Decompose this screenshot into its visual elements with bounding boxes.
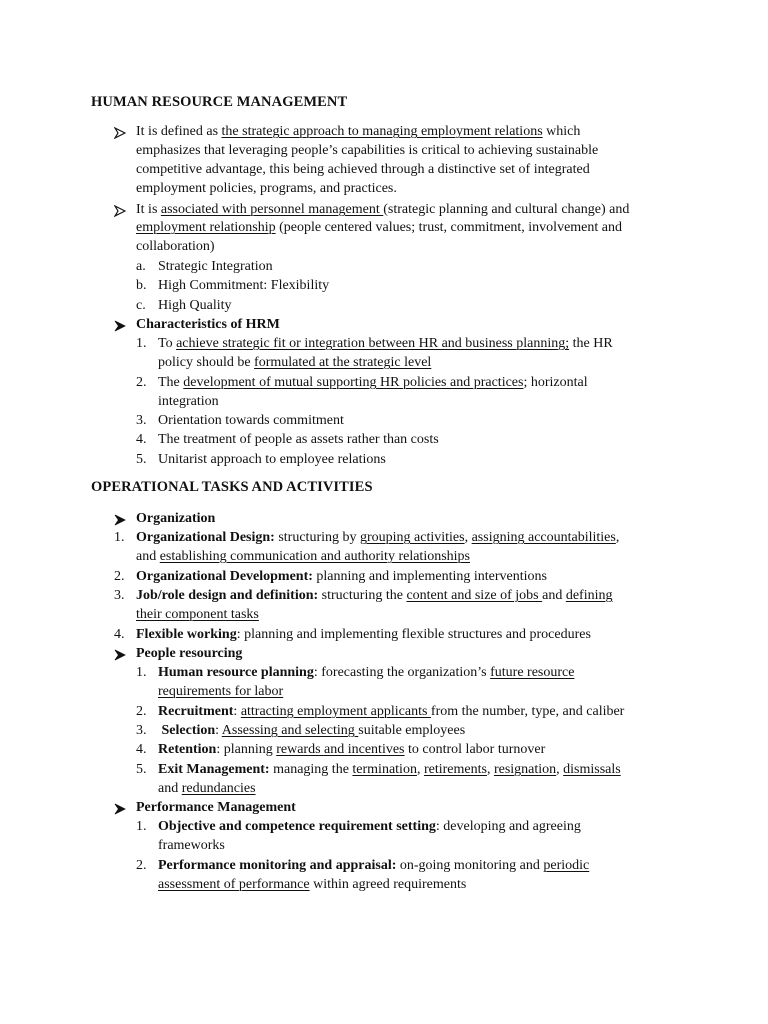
list-item: The treatment of people as assets rather than costs bbox=[158, 432, 439, 447]
list-item: Performance monitoring and appraisal: on-going monitoring and periodic bbox=[158, 858, 590, 873]
list-item: Organizational Design: structuring by grouping activities, assigning accountabilities, bbox=[136, 530, 620, 545]
list-item-cont: requirements for labor bbox=[158, 684, 284, 699]
heading-hrm: HUMAN RESOURCE MANAGEMENT bbox=[91, 94, 348, 110]
characteristics-title: Characteristics of HRM bbox=[136, 317, 280, 332]
list-marker: a. bbox=[136, 259, 146, 274]
list-item: Recruitment: attracting employment applicants from the number, type, and caliber bbox=[158, 704, 625, 719]
list-marker: 1. bbox=[136, 819, 147, 834]
definition-line-2: emphasizes that leveraging people’s capabilities is critical to achieving sustainable bbox=[136, 143, 599, 158]
list-item-cont: and redundancies bbox=[158, 781, 256, 796]
organization-title: Organization bbox=[136, 511, 216, 526]
list-item: Strategic Integration bbox=[158, 259, 273, 274]
arrow-bullet-icon bbox=[114, 514, 126, 526]
list-item: High Quality bbox=[158, 298, 232, 313]
list-item: To achieve strategic fit or integration between HR and business planning; the HR bbox=[158, 336, 613, 351]
list-marker: 4. bbox=[136, 432, 147, 447]
list-item: Objective and competence requirement setting: developing and agreeing bbox=[158, 819, 581, 834]
list-item: The development of mutual supporting HR policies and practices; horizontal bbox=[158, 375, 588, 390]
association-line-2: employment relationship (people centered values; trust, commitment, involvement and bbox=[136, 220, 622, 235]
list-marker: 1. bbox=[114, 530, 125, 545]
list-marker: 2. bbox=[136, 375, 147, 390]
list-item: Job/role design and definition: structuring the content and size of jobs and defining bbox=[136, 588, 613, 603]
heading-operational: OPERATIONAL TASKS AND ACTIVITIES bbox=[91, 479, 373, 495]
list-marker: 3. bbox=[136, 723, 147, 738]
association-line-3: collaboration) bbox=[136, 239, 215, 254]
list-marker: 2. bbox=[136, 704, 147, 719]
list-marker: 5. bbox=[136, 762, 147, 777]
arrow-bullet-icon bbox=[114, 320, 126, 332]
list-item: Exit Management: managing the termination, retirements, resignation, dismissals bbox=[158, 762, 621, 777]
list-marker: c. bbox=[136, 298, 146, 313]
arrow-bullet-icon bbox=[114, 649, 126, 661]
definition-line-4: employment policies, programs, and practices. bbox=[136, 181, 397, 196]
association-line-1: It is associated with personnel management (strategic planning and cultural change) and bbox=[136, 202, 630, 217]
list-item-cont: policy should be formulated at the strategic level bbox=[158, 355, 432, 370]
list-item: Organizational Development: planning and implementing interventions bbox=[136, 569, 547, 584]
list-item-cont: frameworks bbox=[158, 838, 225, 853]
list-marker: 2. bbox=[114, 569, 125, 584]
list-item-cont: integration bbox=[158, 394, 219, 409]
list-marker: 1. bbox=[136, 336, 147, 351]
list-item-cont: their component tasks bbox=[136, 607, 259, 622]
resourcing-title: People resourcing bbox=[136, 646, 243, 661]
list-marker: 5. bbox=[136, 452, 147, 467]
arrow-bullet-icon bbox=[114, 803, 126, 815]
definition-line-1: It is defined as the strategic approach to managing employment relations which bbox=[136, 124, 581, 139]
list-marker: 4. bbox=[136, 742, 147, 757]
list-marker: b. bbox=[136, 278, 147, 293]
list-item: Retention: planning rewards and incentives to control labor turnover bbox=[158, 742, 546, 757]
list-item: High Commitment: Flexibility bbox=[158, 278, 330, 293]
list-item-cont: assessment of performance within agreed requirements bbox=[158, 877, 467, 892]
list-item: Human resource planning: forecasting the organization’s future resource bbox=[158, 665, 575, 680]
definition-line-3: competitive advantage, this being achieved through a distinctive set of integrated bbox=[136, 162, 590, 177]
performance-title: Performance Management bbox=[136, 800, 296, 815]
list-marker: 3. bbox=[136, 413, 147, 428]
list-marker: 1. bbox=[136, 665, 147, 680]
list-item-cont: and establishing communication and authority relationships bbox=[136, 549, 470, 564]
list-marker: 2. bbox=[136, 858, 147, 873]
list-marker: 3. bbox=[114, 588, 125, 603]
list-item: Orientation towards commitment bbox=[158, 413, 344, 428]
list-item: Unitarist approach to employee relations bbox=[158, 452, 386, 467]
list-marker: 4. bbox=[114, 627, 125, 642]
list-item: Selection: Assessing and selecting suitable employees bbox=[158, 723, 466, 738]
arrow-bullet-icon bbox=[114, 127, 126, 139]
list-item: Flexible working: planning and implementing flexible structures and procedures bbox=[136, 627, 591, 642]
arrow-bullet-icon bbox=[114, 205, 126, 217]
